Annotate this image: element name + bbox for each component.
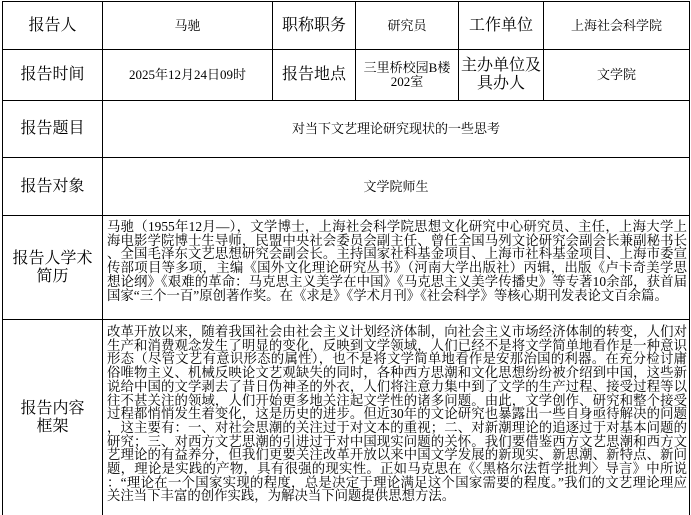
time-value: 2025年12月24日09时 <box>128 67 246 82</box>
organizer-value: 文学院 <box>596 67 636 82</box>
topic-value-cell <box>103 101 690 158</box>
speaker-label-cell <box>3 2 103 50</box>
speaker-value-cell <box>103 2 273 50</box>
audience-label: 报告对象 <box>20 177 85 195</box>
affiliation-value-cell <box>544 2 690 50</box>
bio-label-cell <box>3 216 103 320</box>
organizer-value-cell <box>544 50 690 101</box>
position-label: 职称职务 <box>281 16 346 34</box>
outline-value-cell <box>103 320 690 515</box>
time-label-cell <box>3 50 103 101</box>
speaker-label: 报告人 <box>28 16 77 34</box>
topic-value: 对当下文艺理论研究现状的一些思考 <box>291 121 500 136</box>
time-label: 报告时间 <box>20 66 85 83</box>
affiliation-value: 上海社会科学院 <box>570 17 662 33</box>
venue-label: 报告地点 <box>281 66 346 83</box>
venue-value: 三里桥校园B楼202室 <box>363 60 451 89</box>
venue-label-cell <box>273 50 356 101</box>
position-label-cell <box>273 2 356 50</box>
outline-label: 报告内容框架 <box>20 399 85 435</box>
position-value: 研究员 <box>387 17 427 33</box>
affiliation-label-cell <box>459 2 544 50</box>
topic-label: 报告题目 <box>20 120 85 137</box>
outline-label-cell <box>3 320 103 515</box>
bio-value-cell <box>103 216 690 320</box>
report-registration-form <box>2 1 690 515</box>
speaker-name: 马驰 <box>174 17 201 33</box>
organizer-label: 主办单位及具办人 <box>460 57 541 92</box>
venue-value-cell <box>356 50 459 101</box>
audience-value: 文学院师生 <box>363 178 429 194</box>
organizer-label-cell <box>459 50 544 101</box>
topic-label-cell <box>3 101 103 158</box>
outline-text: 改革开放以来，随着我国社会由社会主义计划经济体制，向社会主义市场经济体制的转变，人们对生产和消费观念发生了明显的变化，反映到文学领域，人们已经不是将文学简单地看作是一种意识形态（尽管文艺有意识形态的属性），也不是将文学简单地看作是安那治国的利器。在充分检讨庸俗唯物主义、机械反映论文艺观缺失的同时，各种西方思潮和文化思想纷纷被介绍到中国，这些新说给中国的文学剥去了昔日伪神圣的外衣，人们将注意力集中到了文学的生产过程、接受过程等以往不甚关注的领域，人们开始更多地关注起文学性的诸多问题。由此，文学创作、研究和整个接受过程都悄悄发生着变化，这是历史的进步。但近30年的文论研究也暴露出一些自身亟待解决的问题，这主要有：一、对社会思潮的关注过于对文本的重视；二、对新潮理论的追逐过于对基本问题的研究；三、对西方文艺思潮的引进过于对中国现实问题的关怀。我们要借鉴西方文艺思潮和西方文艺理论的有益养分，但我们更要关注改革开放以来中国文学发展的新现实、新思潮、新特点、新问题，理论是实践的产物，具有很强的现实性。正如马克思在《〈黑格尔法哲学批判〉导言》中所说：“理论在一个国家实现的程度，总是决定于理论满足这个国家需要的程度。”我们的文艺理论理应关注当下丰富的创作实践，为解决当下问题提供思想方法。 <box>107 324 687 504</box>
position-value-cell <box>356 2 459 50</box>
time-value-cell <box>103 50 273 101</box>
affiliation-label: 工作单位 <box>468 16 533 34</box>
audience-label-cell <box>3 158 103 216</box>
bio-label: 报告人学术简历 <box>12 249 93 285</box>
bio-text: 马驰（1955年12月—），文学博士，上海社会科学院思想文化研究中心研究员、主任，上海大学上海电影学院博士生导师，民盟中央社会委员会副主任、曾任全国马列文论研究会副会长兼副秘书长、全国毛泽东文艺思想研究会副会长。主持国家社科基金项目、上海市社科基金项目、上海市委宣传部项目等多项，主编《国外文化理论研究丛书》（河南大学出版社）丙辑，出版《卢卡奇美学思想论纲》《艰难的革命：马克思主义美学在中国》《马克思主义美学传播史》等专著10余部，获首届国家“三个一百”原创著作奖。在《求是》《学术月刊》《社会科学》等核心期刊发表论文百余篇。 <box>107 219 687 303</box>
audience-value-cell <box>103 158 690 216</box>
